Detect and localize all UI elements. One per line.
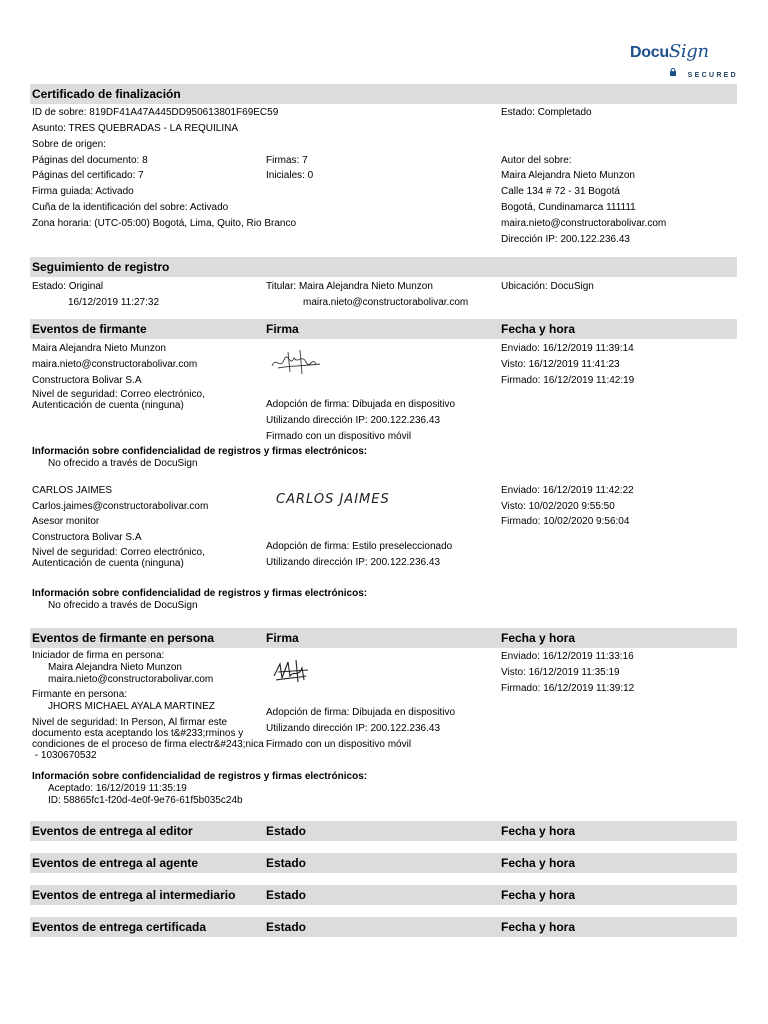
initials-count: Iniciales: 0 (266, 170, 314, 181)
signer2-role: Asesor monitor (32, 516, 100, 527)
inperson-security-1: Nivel de seguridad: In Person, Al firmar este (32, 717, 228, 728)
signer1-email: maira.nieto@constructorabolivar.com (32, 359, 198, 370)
column-datetime: Fecha y hora (501, 824, 576, 838)
inperson-security-4: - 1030670532 (32, 750, 97, 761)
section-title: Eventos de firmante en persona (32, 631, 215, 645)
section-title: Eventos de entrega certificada (32, 920, 207, 934)
signer1-viewed: Visto: 16/12/2019 11:41:23 (501, 359, 620, 370)
inperson-security-3: condiciones de el proceso de firma electr&#243;nica (32, 739, 264, 750)
signer1-security-2: Autenticación de cuenta (ninguna) (32, 400, 184, 411)
section-bar-intermediary-delivery (30, 885, 737, 905)
column-datetime: Fecha y hora (501, 856, 576, 870)
signer1-signed: Firmado: 16/12/2019 11:42:19 (501, 375, 635, 386)
column-signature: Firma (266, 631, 299, 645)
inperson-signer-name: JHORS MICHAEL AYALA MARTINEZ (48, 701, 215, 712)
signer2-adoption: Adopción de firma: Estilo preseleccionado (266, 541, 453, 552)
column-status: Estado (266, 888, 307, 902)
section-title: Eventos de entrega al agente (32, 856, 199, 870)
signer1-security-1: Nivel de seguridad: Correo electrónico, (32, 389, 205, 400)
signer2-security-2: Autenticación de cuenta (ninguna) (32, 558, 184, 569)
inperson-signed: Firmado: 16/12/2019 11:39:12 (501, 683, 635, 694)
certificate-pages: Páginas del certificado: 7 (32, 170, 144, 181)
signer1-ip: Utilizando dirección IP: 200.122.236.43 (266, 415, 441, 426)
timezone: Zona horaria: (UTC-05:00) Bogotá, Lima, Quito, Rio Branco (32, 218, 297, 229)
section-bar-agent-delivery (30, 853, 737, 873)
author-name: Maira Alejandra Nieto Munzon (501, 170, 635, 181)
section-bar-certified-delivery (30, 917, 737, 937)
inperson-info-title: Información sobre confidencialidad de registros y firmas electrónicos: (32, 771, 368, 782)
initiator-email: maira.nieto@constructorabolivar.com (48, 674, 214, 685)
signer1-name: Maira Alejandra Nieto Munzon (32, 343, 166, 354)
column-signature: Firma (266, 322, 299, 336)
signer2-signed: Firmado: 10/02/2020 9:56:04 (501, 516, 630, 527)
column-status: Estado (266, 920, 307, 934)
initiator-name: Maira Alejandra Nieto Munzon (48, 662, 182, 673)
section-title: Eventos de firmante (32, 322, 147, 336)
source-envelope: Sobre de origen: (32, 139, 106, 150)
inperson-adoption: Adopción de firma: Dibujada en dispositivo (266, 707, 455, 718)
author-email: maira.nieto@constructorabolivar.com (501, 218, 667, 229)
inperson-security-2: documento esta aceptando los t&#233;rminos y (32, 728, 244, 739)
signer2-email: Carlos.jaimes@constructorabolivar.com (32, 501, 209, 512)
signer2-viewed: Visto: 10/02/2020 9:55:50 (501, 501, 615, 512)
signer1-signature-image (268, 346, 326, 378)
column-datetime: Fecha y hora (501, 322, 576, 336)
signer1-company: Constructora Bolivar S.A (32, 375, 142, 386)
document-pages: Páginas del documento: 8 (32, 155, 148, 166)
section-bar-inperson (30, 628, 737, 648)
lock-icon (670, 68, 676, 76)
column-status: Estado (266, 824, 307, 838)
signer2-ip: Utilizando dirección IP: 200.122.236.43 (266, 557, 441, 568)
initiator-label: Iniciador de firma en persona: (32, 650, 165, 661)
section-bar-tracking (30, 257, 737, 277)
envelope-id: ID de sobre: 819DF41A47A445DD950613801F69EC59 (32, 107, 279, 118)
signer2-signature-text: CARLOS JAIMES (276, 492, 390, 507)
section-title: Seguimiento de registro (32, 260, 170, 274)
tracking-holder: Titular: Maira Alejandra Nieto Munzon (266, 281, 433, 292)
inperson-viewed: Visto: 16/12/2019 11:35:19 (501, 667, 620, 678)
logo-docu: Docu (630, 44, 669, 61)
tracking-status: Estado: Original (32, 281, 104, 292)
logo-wordmark (630, 41, 709, 62)
logo-sign: Sign (668, 41, 709, 62)
signer1-info-title: Información sobre confidencialidad de registros y firmas electrónicos: (32, 446, 368, 457)
tracking-date: 16/12/2019 11:27:32 (68, 297, 160, 308)
signer1-info-value: No ofrecido a través de DocuSign (48, 458, 198, 469)
author-address-1: Calle 134 # 72 - 31 Bogotá (501, 186, 620, 197)
inperson-accepted: Aceptado: 16/12/2019 11:35:19 (48, 783, 187, 794)
column-datetime: Fecha y hora (501, 888, 576, 902)
signer1-sent: Enviado: 16/12/2019 11:39:14 (501, 343, 634, 354)
signer2-company: Constructora Bolivar S.A (32, 532, 142, 543)
section-title: Eventos de entrega al editor (32, 824, 193, 838)
inperson-mobile: Firmado con un dispositivo móvil (266, 739, 412, 750)
column-datetime: Fecha y hora (501, 631, 576, 645)
signer2-name: CARLOS JAIMES (32, 485, 113, 496)
inperson-id: ID: 58865fc1-f20d-4e0f-9e76-61f5b035c24b (48, 795, 243, 806)
signer1-adoption: Adopción de firma: Dibujada en dispositivo (266, 399, 455, 410)
author-label: Autor del sobre: (501, 155, 572, 166)
logo-secured: SECURED (687, 72, 738, 79)
signer2-info-title: Información sobre confidencialidad de registros y firmas electrónicos: (32, 588, 368, 599)
section-bar-signer-events (30, 319, 737, 339)
inperson-signer-label: Firmante en persona: (32, 689, 128, 700)
subject: Asunto: TRES QUEBRADAS - LA REQUILINA (32, 123, 238, 134)
signer1-mobile: Firmado con un dispositivo móvil (266, 431, 412, 442)
guided-signature: Firma guiada: Activado (32, 186, 134, 197)
signer2-security-1: Nivel de seguridad: Correo electrónico, (32, 547, 205, 558)
column-status: Estado (266, 856, 307, 870)
section-bar-editor-delivery (30, 821, 737, 841)
signer2-info-value: No ofrecido a través de DocuSign (48, 600, 198, 611)
inperson-sent: Enviado: 16/12/2019 11:33:16 (501, 651, 634, 662)
tracking-holder-email: maira.nieto@constructorabolivar.com (303, 297, 469, 308)
tracking-location: Ubicación: DocuSign (501, 281, 594, 292)
author-address-2: Bogotá, Cundinamarca 111111 (501, 202, 636, 213)
section-bar-certificate (30, 84, 737, 104)
docusign-logo (630, 41, 738, 80)
signature-count: Firmas: 7 (266, 155, 308, 166)
inperson-ip: Utilizando dirección IP: 200.122.236.43 (266, 723, 441, 734)
inperson-signature-image (270, 656, 312, 686)
column-datetime: Fecha y hora (501, 920, 576, 934)
envelope-stamp: Cuña de la identificación del sobre: Activado (32, 202, 229, 213)
author-ip: Dirección IP: 200.122.236.43 (501, 234, 630, 245)
section-title: Eventos de entrega al intermediario (32, 888, 236, 902)
envelope-status: Estado: Completado (501, 107, 592, 118)
section-title: Certificado de finalización (32, 87, 181, 101)
signer2-sent: Enviado: 16/12/2019 11:42:22 (501, 485, 634, 496)
